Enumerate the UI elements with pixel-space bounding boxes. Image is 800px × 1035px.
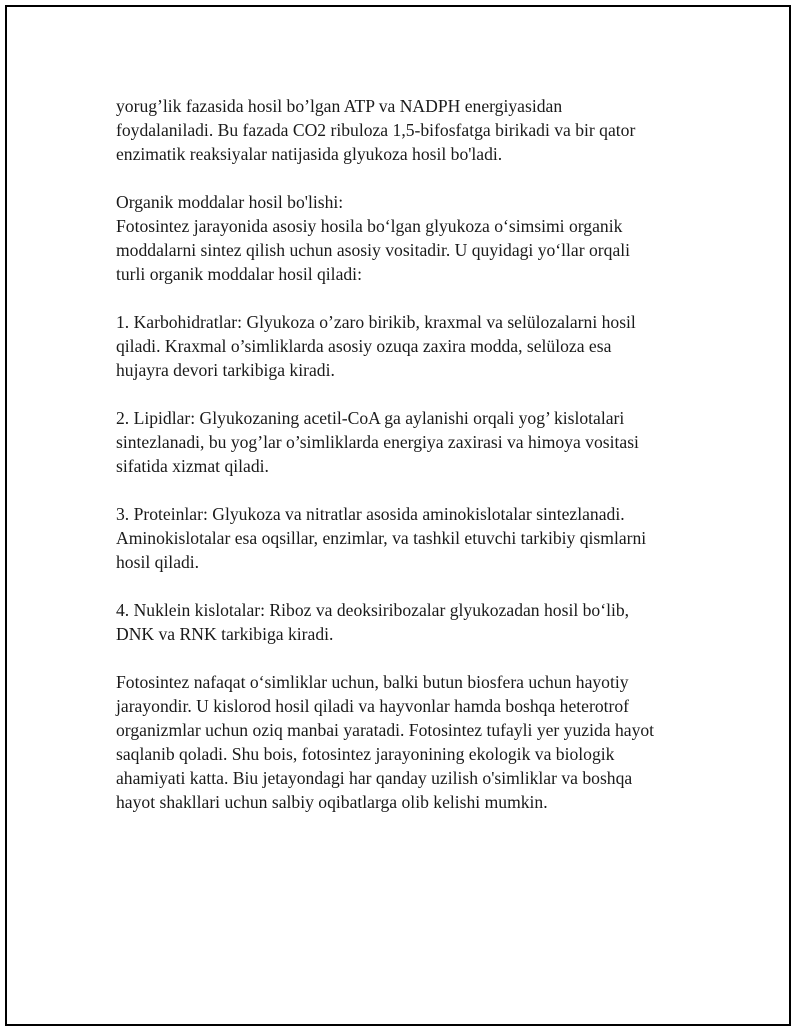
text-line: Aminokislotalar esa oqsillar, enzimlar, va tashkil etuvchi tarkibiy qismlarni <box>116 528 647 548</box>
text-line: moddalarni sintez qilish uchun asosiy vositadir. U quyidagi yo‘llar orqali <box>116 240 631 260</box>
text-line: DNK va RNK tarkibiga kiradi. <box>116 624 334 644</box>
text-line: Fotosintez jarayonida asosiy hosila bo‘lgan glyukoza o‘simsimi organik <box>116 216 623 236</box>
section-heading: Organik moddalar hosil bo'lishi: <box>116 192 344 212</box>
text-line: foydalaniladi. Bu fazada CO2 ribuloza 1,5-bifosfatga birikadi va bir qator <box>116 120 636 140</box>
paragraph-conclusion <box>116 670 706 814</box>
paragraph-calvin-cycle <box>116 94 706 166</box>
text-line: 2. Lipidlar: Glyukozaning acetil-CoA ga aylanishi orqali yog’ kislotalari <box>116 408 625 428</box>
text-line: ahamiyati katta. Biu jetayondagi har qanday uzilish o'simliklar va boshqa <box>116 768 633 788</box>
text-line: 3. Proteinlar: Glyukoza va nitratlar asosida aminokislotalar sintezlanadi. <box>116 504 625 524</box>
text-line: jarayondir. U kislorod hosil qiladi va hayvonlar hamda boshqa heterotrof <box>116 696 630 716</box>
text-line: turli organik moddalar hosil qiladi: <box>116 264 362 284</box>
text-line: organizmlar uchun oziq manbai yaratadi. Fotosintez tufayli yer yuzida hayot <box>116 720 655 740</box>
list-item-nucleic-acids <box>116 598 706 646</box>
text-line: hosil qiladi. <box>116 552 200 572</box>
text-line: sifatida xizmat qiladi. <box>116 456 269 476</box>
text-line: hujayra devori tarkibiga kiradi. <box>116 360 335 380</box>
text-line: enzimatik reaksiyalar natijasida glyukoza hosil bo'ladi. <box>116 144 503 164</box>
paragraph-organic-formation <box>116 190 706 286</box>
text-line: 1. Karbohidratlar: Glyukoza o’zaro birikib, kraxmal va selülozalarni hosil <box>116 312 636 332</box>
text-line: saqlanib qoladi. Shu bois, fotosintez jarayonining ekologik va biologik <box>116 744 615 764</box>
text-line: sintezlanadi, bu yog’lar o’simliklarda energiya zaxirasi va himoya vositasi <box>116 432 639 452</box>
text-line: hayot shakllari uchun salbiy oqibatlarga olib kelishi mumkin. <box>116 792 548 812</box>
document-body <box>116 94 706 838</box>
text-line: Fotosintez nafaqat o‘simliklar uchun, balki butun biosfera uchun hayotiy <box>116 672 629 692</box>
text-line: qiladi. Kraxmal o’simliklarda asosiy ozuqa zaxira modda, selüloza esa <box>116 336 612 356</box>
list-item-proteins <box>116 502 706 574</box>
text-line: yorug’lik fazasida hosil bo’lgan ATP va NADPH energiyasidan <box>116 96 563 116</box>
list-item-lipids <box>116 406 706 478</box>
text-line: 4. Nuklein kislotalar: Riboz va deoksiribozalar glyukozadan hosil bo‘lib, <box>116 600 630 620</box>
list-item-carbohydrates <box>116 310 706 382</box>
